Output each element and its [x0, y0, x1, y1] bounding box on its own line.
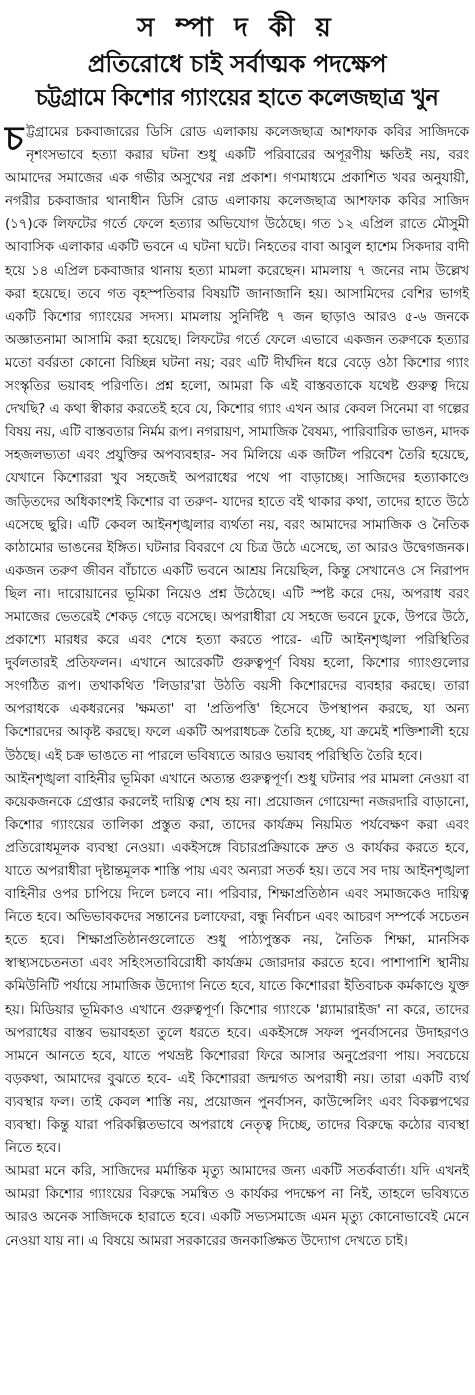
paragraph-text: ট্টগ্রামের চকবাজারের ডিসি রোড এলাকায় কলেজছাত্র আশফাক কবির সাজিদকে নৃশংসভাবে হত্যা করার ঘটনা শুধু একটি পরিবারের অপূরণীয় ক্ষতিই নয়, বরং আমাদের সমাজের এক গভীর অসুখের নগ্ন প্রকাশ। গণমাধ্যমে প্রকাশিত খবর অনুযায়ী, নগরীর চকবাজার থানাধীন ডিসি রোড এলাকায় কলেজছাত্র আশফাক কবির সাজিদ (১৭)কে লিফটের গর্তে ফেলে হত্যার অভিযোগ উঠেছে। গত ১২ এপ্রিল রাতে মৌসুমী আবাসিক এলাকার একটি ভবনে এ ঘটনা ঘটে। নিহতের বাবা আবুল হাশেম সিকদার বাদী হয়ে ১৪ এপ্রিল চকবাজার থানায় হত্যা মামলা করেছেন। মামলায় ৭ জনের নাম উল্লেখ করা হয়েছে। তবে গত বৃহস্পতিবার বিষয়টি জানাজানি হয়। আসামিদের বেশির ভাগই একটি কিশোর গ্যাংয়ের সদস্য। মামলায় সুনির্দিষ্ট ৭ জন ছাড়াও আরও ৫-৬ জনকে অজ্ঞাতনামা আসামি করা হয়েছে। লিফটের গর্তে ফেলে এভাবে একজন তরুণকে হত্যার মতো বর্বরতা কোনো বিচ্ছিন্ন ঘটনা নয়; বরং এটি দীর্ঘদিন ধরে বেড়ে ওঠা কিশোর গ্যাং সংস্কৃতির ভয়াবহ পরিণতি। প্রশ্ন হলো, আমরা কি এই বাস্তবতাকে যথেষ্ট গুরুত্ব দিয়ে দেখছি? এ কথা স্বীকার করতেই হবে যে, কিশোর গ্যাং এখন আর কেবল সিনেমা বা গল্পের বিষয় নয়, এটি বাস্তবতার নির্মম রূপ। নগরায়ণ, সামাজিক বৈষম্য, পারিবারিক ভাঙন, মাদক সহজলভ্যতা এবং প্রযুক্তির অপব্যবহার- সব মিলিয়ে এক জটিল পরিবেশ তৈরি হয়েছে, যেখানে কিশোররা খুব সহজেই অপরাধের পথে পা বাড়াচ্ছে। সাজিদের হত্যাকাণ্ডে জড়িতদের অধিকাংশই কিশোর বা তরুণ- যাদের হাতে বই থাকার কথা, তাদের হাতে উঠে এসেছে ছুরি। এটি কেবল আইনশৃঙ্খলার ব্যর্থতা নয়, বরং আমাদের সামাজিক ও নৈতিক কাঠামোর ভাঙনের ইঙ্গিত। ঘটনার বিবরণে যে চিত্র উঠে এসেছে, তা আরও উদ্বেগজনক। একজন তরুণ জীবন বাঁচাতে একটি ভবনে আশ্রয় নিয়েছিল, কিন্তু সেখানেও সে নিরাপদ ছিল না। দারোয়ানের ভূমিকা নিয়েও প্রশ্ন উঠেছে। এটি স্পষ্ট করে দেয়, অপরাধ বরং সমাজের ভেতরেই শেকড় গেড়ে বসেছে। অপরাধীরা যে সহজে ভবনে ঢুকে, উপরে উঠে, প্রকাশ্যে মারধর করে এবং শেষে হত্যা করতে পারে- এটি আইনশৃঙ্খলা পরিস্থিতির দুর্বলতারই প্রতিফলন। এখানে আরেকটি গুরুত্বপূর্ণ বিষয় হলো, কিশোর গ্যাংগুলোর সংগঠিত রূপ। তথাকথিত 'লিডার'রা উঠতি বয়সী কিশোরদের ব্যবহার করছে। তারা অপরাধকে একধরনের 'ক্ষমতা' বা 'প্রতিপত্তি' হিসেবে উপস্থাপন করছে, যা অন্য কিশোরদের আকৃষ্ট করছে। ফলে একটি অপরাধচক্র তৈরি হচ্ছে, যা ক্রমেই শক্তিশালী হয়ে উঠছে। এই চক্র ভাঙতে না পারলে ভবিষ্যতে আরও ভয়াবহ পরিস্থিতি তৈরি হবে।: [5, 124, 469, 764]
article-paragraph-2: আইনশৃঙ্খলা বাহিনীর ভূমিকা এখানে অত্যন্ত গুরুত্বপূর্ণ। শুধু ঘটনার পর মামলা নেওয়া বা কয়েকজনকে গ্রেপ্তার করলেই দায়িত্ব শেষ হয় না। প্রয়োজন গোয়েন্দা নজরদারি বাড়ানো, কিশোর গ্যাংয়ের তালিকা প্রস্তুত করা, তাদের কার্যক্রম নিয়মিত পর্যবেক্ষণ করা এবং প্রতিরোধমূলক ব্যবস্থা নেওয়া। একইসঙ্গে বিচারপ্রক্রিয়াকে দ্রুত ও কার্যকর করতে হবে, যাতে অপরাধীরা দৃষ্টান্তমূলক শাস্তি পায় এবং অন্যরা সতর্ক হয়। তবে সব দায় আইনশৃঙ্খলা বাহিনীর ওপর চাপিয়ে দিলে চলবে না। পরিবার, শিক্ষাপ্রতিষ্ঠান এবং সমাজকেও দায়িত্ব নিতে হবে। অভিভাবকদের সন্তানের চলাফেরা, বন্ধু নির্বাচন এবং আচরণ সম্পর্কে সচেতন হতে হবে। শিক্ষাপ্রতিষ্ঠানগুলোতে শুধু পাঠ্যপুস্তক নয়, নৈতিক শিক্ষা, মানসিক স্বাস্থ্যসচেতনতা এবং সহিংসতাবিরোধী কার্যক্রম জোরদার করতে হবে। পাশাপাশি স্থানীয় কমিউনিটি পর্যায়ে সামাজিক উদ্যোগ নিতে হবে, যাতে কিশোররা ইতিবাচক কর্মকাণ্ডে যুক্ত হয়। মিডিয়ার ভূমিকাও এখানে গুরুত্বপূর্ণ। কিশোর গ্যাংকে 'গ্ল্যামারাইজ' না করে, তাদের অপরাধের বাস্তব ভয়াবহতা তুলে ধরতে হবে। একইসঙ্গে সফল পুনর্বাসনের উদাহরণও সামনে আনতে হবে, যাতে পথভ্রষ্ট কিশোররা ফিরে আসার অনুপ্রেরণা পায়। সবচেয়ে বড়কথা, আমাদের বুঝতে হবে- এই কিশোররা জন্মগত অপরাধী নয়। তারা একটি ব্যর্থ ব্যবস্থার ফল। তাই কেবল শাস্তি নয়, প্রয়োজন পুনর্বাসন, কাউন্সেলিং এবং বিকল্পপথের ব্যবস্থা। কিন্তু যারা পরিকল্পিতভাবে অপরাধে নেতৃত্ব দিচ্ছে, তাদের বিরুদ্ধে কঠোর ব্যবস্থা নিতে হবে।: [5, 770, 469, 1157]
article-paragraph-1: [5, 121, 469, 768]
article-body: [5, 121, 469, 1253]
section-header: স ম্পা দ কী য়: [137, 13, 337, 43]
drop-cap: চ: [5, 119, 24, 159]
subheadline: চট্টগ্রামে কিশোর গ্যাংয়ের হাতে কলেজছাত্র খুন: [35, 85, 439, 111]
headline: প্রতিরোধে চাই সর্বাত্মক পদক্ষেপ: [87, 50, 387, 78]
article-paragraph-3: আমরা মনে করি, সাজিদের মর্মান্তিক মৃত্যু আমাদের জন্য একটি সতর্কবার্তা। যদি এখনই আমরা কিশোর গ্যাংয়ের বিরুদ্ধে সমন্বিত ও কার্যকর পদক্ষেপ না নিই, তাহলে ভবিষ্যতে আরও অনেক সাজিদকে হারাতে হবে। একটি সভ্যসমাজে এমন মৃত্যু কোনোভাবেই মেনে নেওয়া যায় না। এ বিষয়ে আমরা সরকারের জনকাঙ্ক্ষিত উদ্যোগ দেখতে চাই।: [5, 1163, 469, 1249]
